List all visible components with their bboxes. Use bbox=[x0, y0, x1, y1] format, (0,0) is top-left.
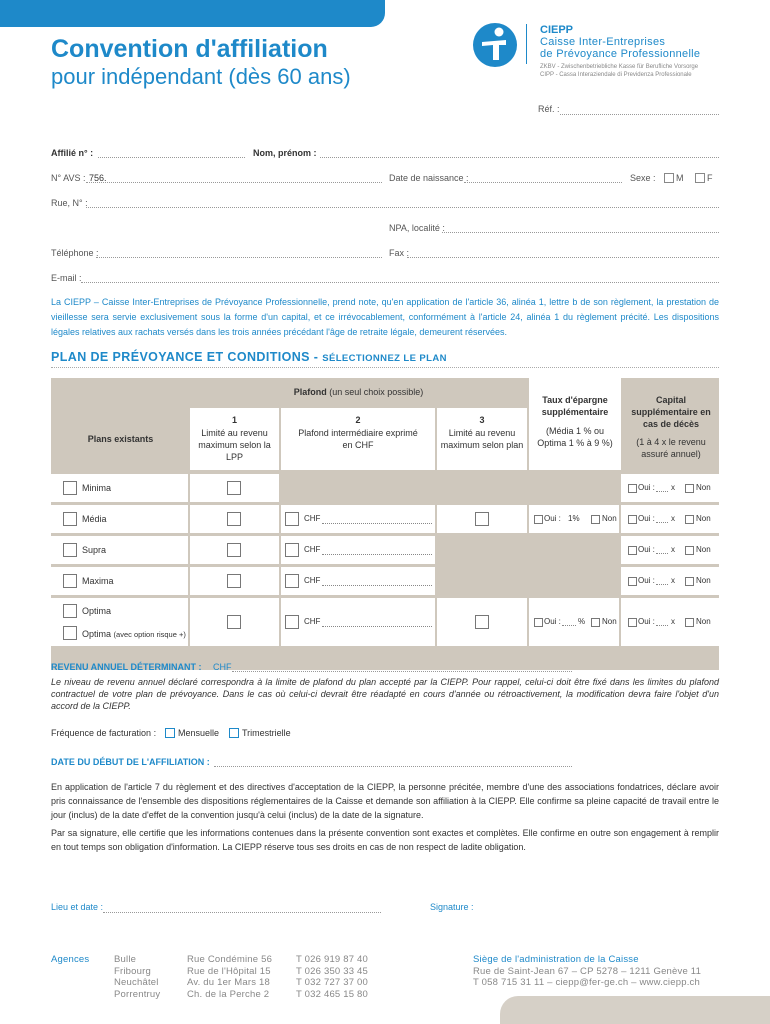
nom-label: Nom, prénom : bbox=[253, 148, 317, 158]
capital-non: Non bbox=[696, 576, 711, 585]
page-title: Convention d'affiliation bbox=[51, 35, 328, 63]
sexe-f-checkbox[interactable] bbox=[695, 173, 705, 183]
optima-capital-oui-checkbox[interactable] bbox=[628, 618, 637, 627]
chf-label: CHF bbox=[304, 576, 321, 585]
agence-street: Rue Condémine 56 bbox=[187, 954, 273, 965]
plan-optima-label: Optima bbox=[82, 606, 112, 616]
chf-label: CHF bbox=[304, 617, 321, 626]
plafond-header: Plafond (un seul choix possible) bbox=[293, 387, 424, 397]
capital-oui: Oui : bbox=[638, 576, 655, 585]
plan-media-label: Média bbox=[82, 514, 107, 524]
siege-address: Rue de Saint-Jean 67 – CP 5278 – 1211 Genève 11 bbox=[473, 965, 702, 977]
optima-risque-checkbox[interactable] bbox=[63, 626, 77, 640]
capital-non: Non bbox=[696, 483, 711, 492]
media-taux-oui-checkbox[interactable] bbox=[534, 515, 543, 524]
page-subtitle: pour indépendant (dès 60 ans) bbox=[51, 64, 351, 89]
minima-capital-non-checkbox[interactable] bbox=[685, 484, 694, 493]
plan-minima-label: Minima bbox=[82, 483, 112, 493]
optima-checkbox[interactable] bbox=[63, 604, 77, 618]
trimestrielle-checkbox[interactable] bbox=[229, 728, 239, 738]
minima-capital-field[interactable] bbox=[656, 491, 668, 492]
optima-plafond1-checkbox[interactable] bbox=[227, 615, 241, 629]
taux-header: Taux d'épargne supplémentaire bbox=[541, 395, 609, 417]
affilie-label: Affilié n° : bbox=[51, 148, 94, 158]
email-field[interactable] bbox=[81, 282, 719, 283]
maxima-capital-field[interactable] bbox=[656, 584, 668, 585]
plan-optima-risque-label: Optima (avec option risque +) bbox=[82, 629, 186, 639]
optima-taux-field[interactable] bbox=[562, 625, 576, 626]
facturation-label: Fréquence de facturation : bbox=[51, 728, 157, 738]
maxima-plafond2-checkbox[interactable] bbox=[285, 574, 299, 588]
capital-x: x bbox=[671, 483, 675, 492]
capital-x: x bbox=[671, 545, 675, 554]
logo-divider bbox=[526, 24, 527, 64]
date-debut-label: DATE DU DÉBUT DE L'AFFILIATION : bbox=[51, 757, 210, 767]
media-plafond2-checkbox[interactable] bbox=[285, 512, 299, 526]
agences-label: Agences bbox=[51, 954, 90, 965]
supra-checkbox[interactable] bbox=[63, 543, 77, 557]
supra-capital-non-checkbox[interactable] bbox=[685, 546, 694, 555]
naissance-field[interactable] bbox=[464, 182, 622, 183]
rue-label: Rue, N° : bbox=[51, 198, 88, 208]
maxima-checkbox[interactable] bbox=[63, 574, 77, 588]
col3-num: 3 bbox=[479, 415, 485, 425]
minima-plafond1-checkbox[interactable] bbox=[227, 481, 241, 495]
tel-label: Téléphone : bbox=[51, 248, 99, 258]
optima-capital-field[interactable] bbox=[656, 625, 668, 626]
capital-oui: Oui : bbox=[638, 617, 655, 626]
maxima-chf-field[interactable] bbox=[322, 585, 432, 586]
signature-label: Signature : bbox=[430, 902, 474, 912]
taux-pct: % bbox=[578, 617, 586, 626]
date-debut-field[interactable] bbox=[214, 766, 572, 767]
capital-x: x bbox=[671, 617, 675, 626]
agence-street: Ch. de la Perche 2 bbox=[187, 988, 270, 1000]
taux-sub: (Média 1 % ou Optima 1 % à 9 %) bbox=[537, 426, 613, 448]
avs-field[interactable] bbox=[86, 182, 382, 183]
capital-oui: Oui : bbox=[638, 545, 655, 554]
sexe-m-label: M bbox=[676, 173, 684, 183]
optima-chf-field[interactable] bbox=[322, 626, 432, 627]
trimestrielle-label: Trimestrielle bbox=[242, 728, 291, 738]
supra-capital-field[interactable] bbox=[656, 553, 668, 554]
ciepp-logo-icon bbox=[472, 22, 518, 68]
npa-field[interactable] bbox=[442, 232, 719, 233]
capital-oui: Oui : bbox=[638, 483, 655, 492]
lieu-date-label: Lieu et date : bbox=[51, 902, 104, 912]
supra-capital-oui-checkbox[interactable] bbox=[628, 546, 637, 555]
lieu-date-field[interactable] bbox=[103, 912, 381, 913]
sexe-f-label: F bbox=[707, 173, 713, 183]
media-checkbox[interactable] bbox=[63, 512, 77, 526]
maxima-capital-oui-checkbox[interactable] bbox=[628, 577, 637, 586]
signature-field[interactable] bbox=[474, 912, 719, 913]
col2-num: 2 bbox=[355, 415, 361, 425]
mensuelle-checkbox[interactable] bbox=[165, 728, 175, 738]
org-it: CIPP - Cassa Interaziendale di Previdenza Professionale bbox=[540, 72, 692, 78]
minima-capital-oui-checkbox[interactable] bbox=[628, 484, 637, 493]
fax-label: Fax : bbox=[389, 248, 410, 258]
avs-value[interactable]: 756. bbox=[89, 173, 107, 183]
col1-text: Limité au revenu maximum selon la LPP bbox=[198, 428, 271, 462]
fax-field[interactable] bbox=[407, 257, 719, 258]
taux-header-cell bbox=[529, 378, 621, 470]
col2-text: Plafond intermédiaire exprimé en CHF bbox=[298, 428, 418, 450]
media-chf-field[interactable] bbox=[322, 523, 432, 524]
optima-taux-oui-checkbox[interactable] bbox=[534, 618, 543, 627]
revenu-field[interactable] bbox=[232, 671, 572, 672]
siege-contact: T 058 715 31 11 – ciepp@fer-ge.ch – www.ciepp.ch bbox=[473, 977, 700, 988]
ref-label: Réf. : bbox=[538, 104, 560, 114]
agence-phone: T 026 350 33 45 bbox=[296, 965, 369, 977]
capital-x: x bbox=[671, 514, 675, 523]
agence-city: Porrentruy bbox=[114, 988, 161, 1000]
agence-street: Av. du 1er Mars 18 bbox=[187, 977, 270, 988]
media-plafond1-checkbox[interactable] bbox=[227, 512, 241, 526]
capital-non: Non bbox=[696, 545, 711, 554]
intro-text: La CIEPP – Caisse Inter-Entreprises de Prévoyance Professionnelle, prend note, qu'en application de l'article 36, alinéa 1, lettre b de son règlement, la prestation de vieillesse sera servie exclusivement sous la forme d'un capital, et ce irrévocablement, conformément à l'article 24, alinéa 1 du règlement précité. Les dispositions légales relatives aux rachats versés dans les trois années précédant l'âge de retraite légale, demeurent réservées. bbox=[51, 297, 719, 337]
media-capital-non-checkbox[interactable] bbox=[685, 515, 694, 524]
plan-supra-label: Supra bbox=[82, 545, 107, 555]
supra-plafond1-checkbox[interactable] bbox=[227, 543, 241, 557]
agence-phone: T 032 465 15 80 bbox=[296, 988, 369, 1000]
media-taux-value: 1% bbox=[568, 514, 580, 523]
capital-sub: (1 à 4 x le revenu assuré annuel) bbox=[636, 437, 706, 459]
chf-label: CHF bbox=[304, 514, 321, 523]
optima-plafond2-checkbox[interactable] bbox=[285, 615, 299, 629]
plan-section-title: PLAN DE PRÉVOYANCE ET CONDITIONS - SÉLECTIONNEZ LE PLAN bbox=[51, 350, 447, 364]
tel-field[interactable] bbox=[96, 257, 382, 258]
mensuelle-label: Mensuelle bbox=[178, 728, 220, 738]
ref-field[interactable] bbox=[560, 114, 719, 115]
capital-header: Capital supplémentaire en cas de décès bbox=[631, 395, 711, 429]
revenu-label: REVENU ANNUEL DÉTERMINANT : bbox=[51, 662, 202, 672]
plan-maxima-label: Maxima bbox=[82, 576, 114, 586]
plan-section-divider bbox=[51, 367, 719, 368]
revenu-chf: CHF bbox=[213, 662, 232, 672]
npa-label: NPA, localité : bbox=[389, 223, 445, 233]
media-capital-field[interactable] bbox=[656, 522, 668, 523]
agence-phone: T 026 919 87 40 bbox=[296, 954, 369, 965]
taux-non: Non bbox=[602, 514, 617, 523]
col3-text: Limité au revenu maximum selon plan bbox=[440, 428, 524, 450]
sexe-m-checkbox[interactable] bbox=[664, 173, 674, 183]
optima-plafond3-checkbox[interactable] bbox=[475, 615, 489, 629]
maxima-plafond1-checkbox[interactable] bbox=[227, 574, 241, 588]
media-taux-non-checkbox[interactable] bbox=[591, 515, 600, 524]
capital-x: x bbox=[671, 576, 675, 585]
nom-field[interactable] bbox=[320, 157, 719, 158]
agence-phone: T 032 727 37 00 bbox=[296, 977, 369, 988]
revenu-text: Le niveau de revenu annuel déclaré correspondra à la limite de plafond du plan accepté par la CIEPP. Pour rappel, celui-ci doit être fixé dans les limites du plafond contractuel de votre plan de prévoyance. Dans le cas où celui-ci devrait être réadapté en cours d'année ou rétroactivement, la modification devra faire l'objet d'un accord de la CIEPP. bbox=[51, 677, 719, 711]
affilie-field[interactable] bbox=[98, 157, 245, 158]
header-tab bbox=[0, 0, 385, 27]
col1-num: 1 bbox=[231, 415, 237, 425]
capital-oui: Oui : bbox=[638, 514, 655, 523]
org-line2: de Prévoyance Professionnelle bbox=[540, 48, 701, 60]
org-de: ZKBV - Zwischenbetriebliche Kasse für Berufliche Vorsorge bbox=[540, 64, 699, 70]
minima-checkbox[interactable] bbox=[63, 481, 77, 495]
plans-existants-header: Plans existants bbox=[87, 434, 154, 444]
naissance-label: Date de naissance : bbox=[389, 173, 469, 183]
agence-city: Neuchâtel bbox=[114, 977, 159, 988]
optima-taux-non-checkbox[interactable] bbox=[591, 618, 600, 627]
rue-field[interactable] bbox=[86, 207, 719, 208]
media-capital-oui-checkbox[interactable] bbox=[628, 515, 637, 524]
media-plafond3-checkbox[interactable] bbox=[475, 512, 489, 526]
sexe-label: Sexe : bbox=[630, 173, 656, 183]
capital-non: Non bbox=[696, 617, 711, 626]
declaration-p1: En application de l'article 7 du règlement et des directives d'acceptation de la CIEPP, la personne précitée, membre d'une des associations fondatrices, déclare avoir pris connaissance de l'ensemble des dispositions réglementaires de la Caisse et demande son affiliation à la CIEPP. Elle confirme sa pleine capacité de travail entre le jour (inclus) de la date d'effet de la convention jusqu'à celui (inclus) de la date de la signature. bbox=[51, 782, 719, 820]
supra-chf-field[interactable] bbox=[322, 554, 432, 555]
agence-city: Fribourg bbox=[114, 965, 151, 977]
siege-title: Siège de l'administration de la Caisse bbox=[473, 954, 639, 965]
taux-non: Non bbox=[602, 617, 617, 626]
org-line1: Caisse Inter-Entreprises bbox=[540, 36, 666, 48]
agence-street: Rue de l'Hôpital 15 bbox=[187, 965, 271, 977]
taux-oui: Oui : bbox=[544, 514, 561, 523]
taux-oui: Oui : bbox=[544, 617, 561, 626]
maxima-capital-non-checkbox[interactable] bbox=[685, 577, 694, 586]
footer-corner-tab bbox=[500, 996, 770, 1024]
declaration-p2: Par sa signature, elle certifie que les informations contenues dans la présente convention sont exactes et complètes. Elle confirme en outre son engagement à remplir en tout temps son obligation d'information. La CIEPP réserve tous ses droits en cas de non respect de ladite obligation. bbox=[51, 828, 719, 852]
agence-city: Bulle bbox=[114, 954, 137, 965]
supra-plafond2-checkbox[interactable] bbox=[285, 543, 299, 557]
org-abbr: CIEPP bbox=[540, 24, 574, 36]
chf-label: CHF bbox=[304, 545, 321, 554]
capital-non: Non bbox=[696, 514, 711, 523]
avs-label: N° AVS : bbox=[51, 173, 86, 183]
email-label: E-mail : bbox=[51, 273, 82, 283]
optima-capital-non-checkbox[interactable] bbox=[685, 618, 694, 627]
